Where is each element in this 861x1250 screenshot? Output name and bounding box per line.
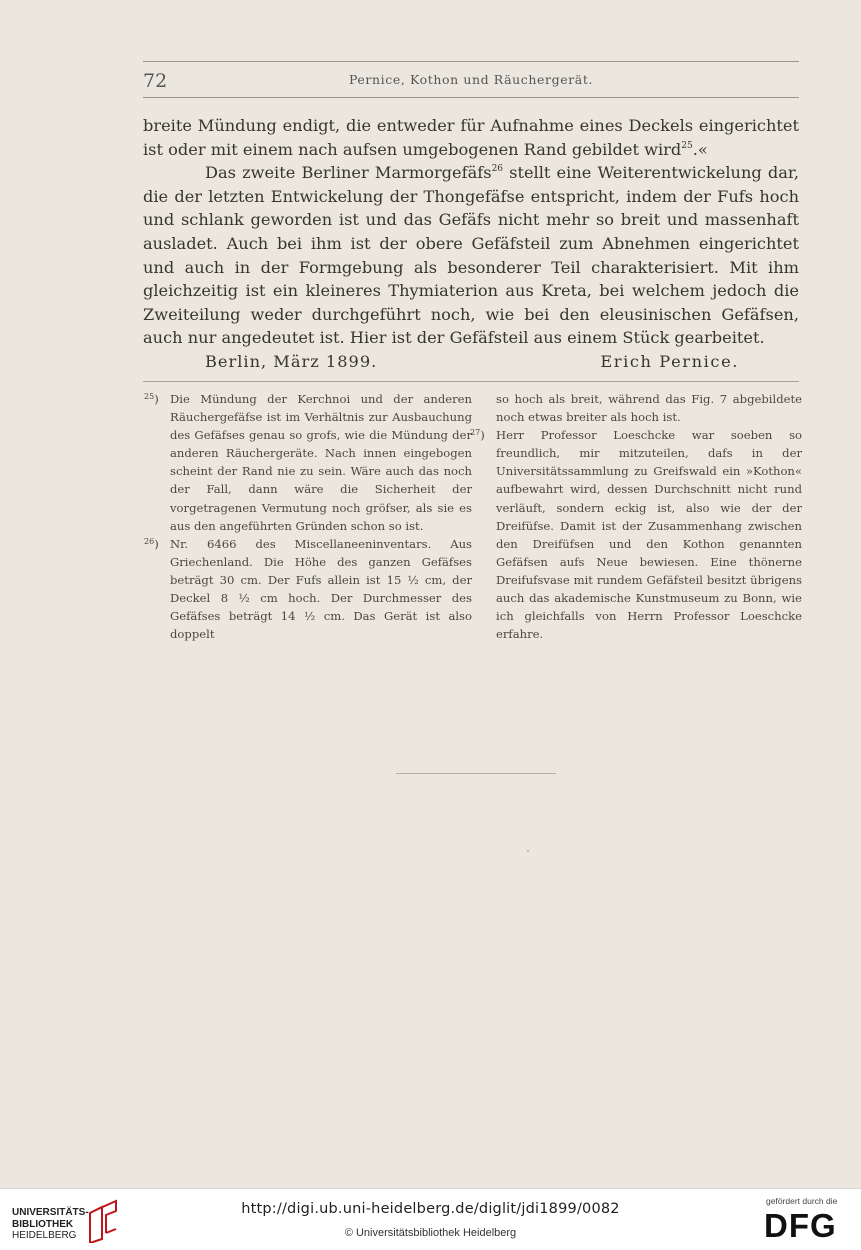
main-text [143, 114, 799, 374]
footnote-number: 27 [470, 428, 481, 438]
signature-line [143, 350, 799, 374]
copyright-notice: © Universitätsbibliothek Heidelberg [344, 1227, 517, 1239]
paragraph-1: breite Mündung endigt, die entweder für Aufnahme eines Deckels eingerichtet ist oder mit einem nach aufsen umgebogenen Rand gebildet wird$^{25}$.« [143, 116, 799, 159]
page-number: 72 [143, 70, 168, 92]
footnote-26: $^{26}$) Nr. 6466 des Miscellaneeninventars. Aus Griechenland. Die Höhe des ganzen Gefäfses beträgt 30 cm. Der Fufs allein ist 15 ½ cm, der Deckel 8 ½ cm hoch. Der Durchmesser des Gefäfses beträgt 14 ½ cm. Das Gerät ist also doppelt [170, 535, 472, 644]
footnote-number: 25 [144, 392, 155, 401]
funding-label: gefördert durch die [766, 1196, 838, 1206]
footnote-text: Nr. 6466 des Miscellaneeninventars. Aus Griechenland. Die Höhe des ganzen Gefäfses beträgt 30 cm. Der Fufs allein ist 15 ½ cm, der Deckel 8 ½ cm hoch. Der Durchmesser des Gefäfses beträgt 14 ½ cm. Das Gerät ist also doppelt [170, 536, 472, 642]
footnote-number: 26 [144, 536, 155, 546]
footnote-27: $^{27}$) Herr Professor Loeschcke war soeben so freundlich, mir mitzuteilen, dafs in der Universitätssammlung zu Greifswald ein »Kothon« aufbewahrt wird, dessen Durchschnitt nicht rund verläuft, sondern eckig ist, also wie der der Dreifüfse. Damit ist der Zusammenhang zwischen den Dreifüfsen und den Kothon genannten Gefäfsen aufs Neue bewiesen. Eine thönerne Dreifufsvase mit rundem Gefäfsteil besitzt übrigens auch das akademische Kunstmuseum zu Bonn, wie ich gleichfalls von Herrn Professor Loeschcke erfahre. [496, 426, 802, 643]
author-name: Erich Pernice. [600, 351, 739, 371]
paper-speck [527, 850, 529, 852]
footnotes-left-column [144, 390, 472, 643]
footnote-rule [143, 381, 799, 382]
footnote-text: Die Mündung der Kerchnoi und der anderen Räuchergefäfse ist im Verhältnis zur Ausbauchung des Gefäfses genau so grofs, wie die Mündung der anderen Räuchergeräte. Nach innen eingebogen scheint der Rand nie zu sein. Wäre auch das noch der Fall, dann wäre die Sicherheit der vorgetragenen Vermutung noch gröfser, als sie es aus den angeführten Gründen schon so ist. [170, 392, 472, 533]
running-title: Pernice, Kothon und Räuchergerät. [348, 72, 594, 87]
paragraph-2: Das zweite Berliner Marmorgefäfs$^{26}$ stellt eine Weiterentwickelung dar, die der letzten Entwickelung der Thongefäfse entspricht, indem der Fufs hoch und schlank geworden ist und das Gefäfs nicht mehr so breit und massenhaft ausladet. Auch bei ihm ist der obere Gefäfsteil zum Abnehmen eingerichtet und auch in der Formgebung als besonderer Teil charakterisiert. Mit ihm gleichzeitig ist ein kleineres Thymiaterion aus Kreta, bei welchem jedoch die Zweiteilung weder durchgeführt noch, wie bei den eleusinischen Gefäfsen, auch nur angedeutet ist. Hier ist der Gefäfsteil aus einem Stück gearbeitet. [143, 163, 800, 348]
footnote-26-continued: so hoch als breit, während das Fig. 7 abgebildete noch etwas breiter als hoch ist. [496, 392, 802, 425]
end-rule [396, 773, 556, 774]
page-header [143, 70, 799, 92]
footnote-25: $^{25}$) Die Mündung der Kerchnoi und der anderen Räuchergefäfse ist im Verhältnis zur Ausbauchung des Gefäfses genau so grofs, wie die Mündung der anderen Räuchergeräte. Nach innen eingebogen scheint der Rand nie zu sein. Wäre auch das noch der Fall, dann wäre die Sicherheit der vorgetragenen Vermutung noch gröfser, als sie es aus den angeführten Gründen schon so ist. [170, 390, 472, 535]
footnote-ref-25: 25 [681, 140, 693, 151]
footnote-ref-26: 26 [491, 164, 504, 175]
footnote-text: Herr Professor Loeschcke war soeben so freundlich, mir mitzuteilen, dafs in der Universitätssammlung zu Greifswald ein »Kothon« aufbewahrt wird, dessen Durchschnitt nicht rund verläuft, sondern eckig ist, also wie der der Dreifüfse. Damit ist der Zusammenhang zwischen den Dreifüfsen und den Kothon genannten Gefäfsen aufs Neue bewiesen. Eine thönerne Dreifufsvase mit rundem Gefäfsteil besitzt übrigens auch das akademische Kunstmuseum zu Bonn, wie ich gleichfalls von Herrn Professor Loeschcke erfahre. [496, 428, 802, 642]
university-library-logo[interactable]: UNIVERSITÄTS- BIBLIOTHEK HEIDELBERG [12, 1207, 89, 1241]
header-bottom-rule [143, 97, 799, 98]
permalink-url[interactable]: http://digi.ub.uni-heidelberg.de/diglit/jdi1899/0082 [241, 1201, 620, 1217]
viewer-footer [0, 1188, 861, 1250]
header-top-rule [143, 61, 799, 62]
dfg-logo[interactable] [764, 1208, 848, 1242]
place-date: Berlin, März 1899. [205, 351, 378, 371]
svg-text:DFG: DFG [764, 1208, 837, 1242]
footnotes-right-column [470, 390, 802, 643]
